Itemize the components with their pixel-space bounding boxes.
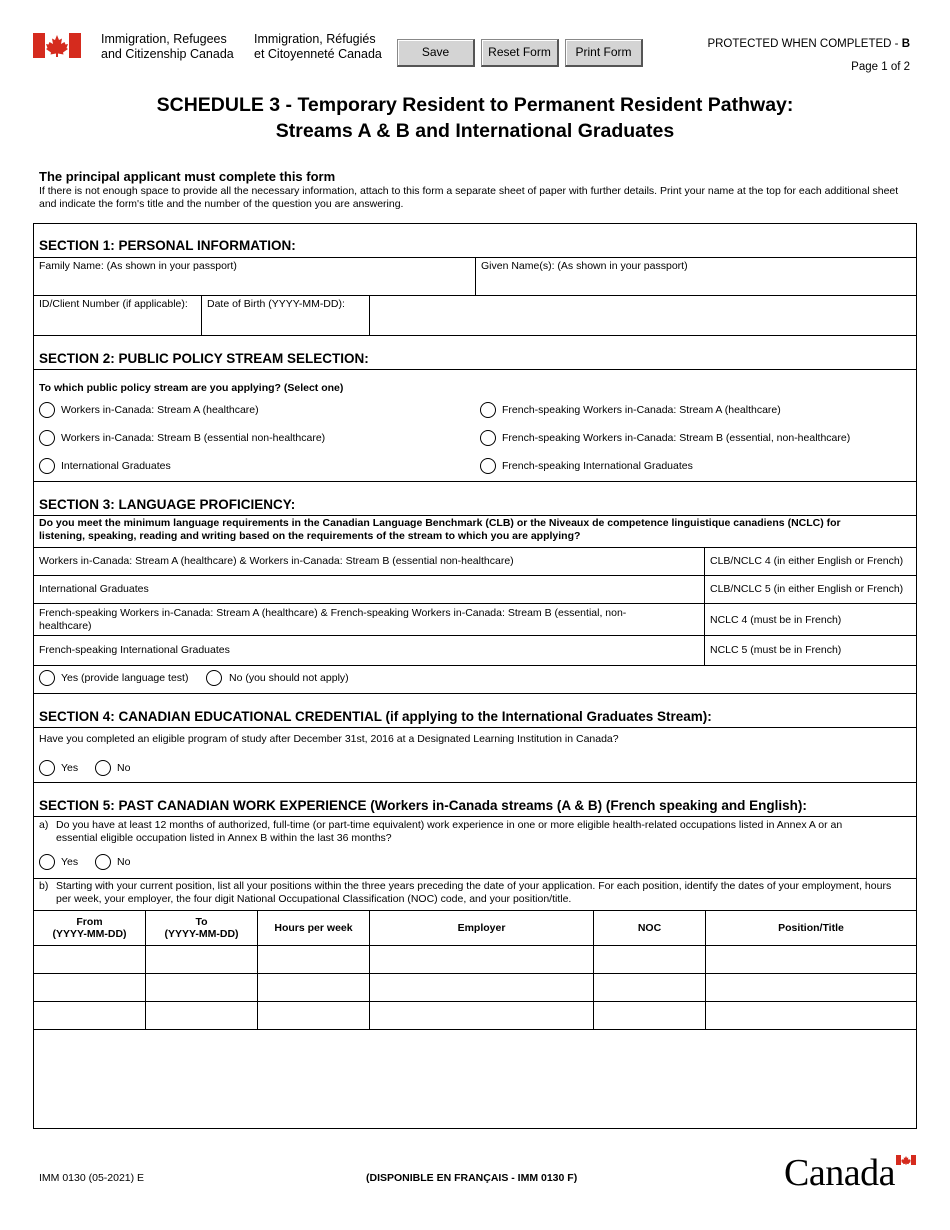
wordmark-flag-icon (896, 1155, 916, 1165)
divider (705, 910, 706, 1029)
department-en-line1: Immigration, Refugees (101, 32, 227, 46)
stream-option-label: Workers in-Canada: Stream B (essential non-healthcare) (61, 432, 326, 444)
family-name-label: Family Name: (As shown in your passport) (39, 260, 237, 272)
stream-option-label: French-speaking Workers in-Canada: Stream A (healthcare) (502, 404, 781, 416)
language-requirement: CLB/NCLC 5 (in either English or French) (710, 583, 904, 595)
language-requirement: NCLC 5 (must be in French) (710, 644, 842, 656)
divider (201, 295, 202, 335)
department-fr-line2: et Citoyenneté Canada (254, 47, 382, 61)
question-b-marker: b) (39, 880, 49, 892)
client-id-field[interactable] (34, 295, 201, 335)
language-stream: International Graduates (39, 583, 149, 595)
from-line1: From (76, 916, 103, 928)
divider (369, 910, 370, 1029)
department-fr-line1: Immigration, Réfugiés (254, 32, 376, 46)
divider (34, 910, 916, 911)
stream-radio-french-workers-a[interactable] (480, 402, 496, 418)
page-indicator: Page 1 of 2 (851, 61, 910, 73)
language-requirement: CLB/NCLC 4 (in either English or French) (710, 555, 904, 567)
education-no-label: No (117, 762, 131, 774)
divider (34, 575, 916, 576)
to-line1: To (195, 916, 208, 928)
divider (34, 635, 916, 636)
from-date-input[interactable] (34, 1002, 145, 1029)
question-a-marker: a) (39, 819, 49, 831)
divider (34, 693, 916, 694)
divider (34, 878, 916, 879)
stream-radio-workers-a[interactable] (39, 402, 55, 418)
dob-input[interactable] (370, 295, 916, 335)
given-names-label: Given Name(s): (As shown in your passport) (481, 260, 688, 272)
department-name-french (254, 32, 382, 62)
work-experience-no-label: No (117, 856, 131, 868)
employment-row-1 (34, 946, 916, 973)
divider (257, 910, 258, 1029)
department-en-line2: and Citizenship Canada (101, 47, 234, 61)
education-question: Have you completed an eligible program of study after December 31st, 2016 at a Designated Learning Institution in Canada? (39, 733, 619, 745)
work-experience-yes-label: Yes (61, 856, 79, 868)
divider (145, 910, 146, 1029)
section3-title: SECTION 3: LANGUAGE PROFICIENCY: (39, 497, 296, 512)
canada-wordmark (784, 1154, 917, 1192)
instructions-heading: The principal applicant must complete this form (39, 169, 336, 184)
divider (34, 515, 916, 516)
divider (593, 910, 594, 1029)
divider (34, 603, 916, 604)
reset-form-button[interactable]: Reset Form (481, 39, 559, 67)
divider (34, 547, 916, 548)
section5-title: SECTION 5: PAST CANADIAN WORK EXPERIENCE (Workers in-Canada streams (A & B) (French speaking and English): (39, 798, 807, 813)
family-name-field[interactable] (34, 257, 475, 295)
french-notice: (DISPONIBLE EN FRANÇAIS - IMM 0130 F) (366, 1172, 578, 1184)
to-line2: (YYYY-MM-DD) (164, 928, 239, 940)
dob-label: Date of Birth (YYYY-MM-DD): (207, 298, 345, 310)
column-header-position: Position/Title (778, 922, 844, 934)
instructions-text: If there is not enough space to provide all the necessary information, attach to this form a separate sheet of paper with further details. Print your name at the top for each additional sheet and indicate the form's title and the number of the question you are answering. (39, 185, 899, 210)
to-date-input[interactable] (146, 1002, 257, 1029)
form-title (0, 92, 950, 144)
stream-radio-french-workers-b[interactable] (480, 430, 496, 446)
stream-option-label: International Graduates (61, 460, 171, 472)
divider (704, 547, 705, 665)
hours-input[interactable] (258, 1002, 369, 1029)
language-yes-radio[interactable] (39, 670, 55, 686)
language-requirement: NCLC 4 (must be in French) (710, 614, 842, 626)
work-experience-question-b: Starting with your current position, list all your positions within the three years preceding the date of your application. For each position, identify the dates of your employment, hours per week, your employer, the four digit National Occupational Classification (NOC) code, and your position/title. (56, 880, 892, 905)
divider (34, 816, 916, 817)
stream-option-label: Workers in-Canada: Stream A (healthcare) (61, 404, 259, 416)
language-question: Do you meet the minimum language requirements in the Canadian Language Benchmark (CLB) or the Niveaux de competence linguistique canadiens (NCLC) for listening, speaking, reading and writing based on the requirements of the stream to which you are applying? (39, 517, 841, 542)
canada-flag-icon (33, 33, 81, 58)
language-no-radio[interactable] (206, 670, 222, 686)
divider (34, 665, 916, 666)
save-button[interactable]: Save (397, 39, 475, 67)
form-title-line1: SCHEDULE 3 - Temporary Resident to Permanent Resident Pathway: (156, 94, 794, 116)
stream-option-label: French-speaking Workers in-Canada: Stream B (essential, non-healthcare) (502, 432, 851, 444)
to-date-input[interactable] (146, 974, 257, 1001)
employer-input[interactable] (370, 946, 593, 973)
protected-notice (707, 38, 910, 50)
education-yes-radio[interactable] (39, 760, 55, 776)
language-stream: French-speaking Workers in-Canada: Stream A (healthcare) & French-speaking Workers in-Canada: Stream B (essential, non-healthcare) (39, 607, 627, 632)
section4-title: SECTION 4: CANADIAN EDUCATIONAL CREDENTIAL (if applying to the International Graduates Stream): (39, 709, 712, 724)
from-date-input[interactable] (34, 946, 145, 973)
education-no-radio[interactable] (95, 760, 111, 776)
column-header-employer: Employer (457, 922, 506, 934)
divider (34, 335, 916, 336)
column-header-to (146, 916, 257, 940)
column-header-from (34, 916, 145, 940)
protected-text: PROTECTED WHEN COMPLETED - (707, 38, 902, 50)
noc-input[interactable] (594, 1002, 705, 1029)
divider (34, 727, 916, 728)
protected-level: B (901, 38, 910, 50)
language-stream: Workers in-Canada: Stream A (healthcare) & Workers in-Canada: Stream B (essential non-healthcare) (39, 555, 514, 567)
position-input[interactable] (706, 946, 916, 973)
to-date-input[interactable] (146, 946, 257, 973)
column-header-noc: NOC (637, 922, 662, 934)
hours-input[interactable] (258, 974, 369, 1001)
print-form-button[interactable]: Print Form (565, 39, 643, 67)
section1-title: SECTION 1: PERSONAL INFORMATION: (39, 238, 296, 253)
employer-input[interactable] (370, 974, 593, 1001)
position-input[interactable] (706, 1002, 916, 1029)
language-yes-label: Yes (provide language test) (61, 672, 189, 684)
department-name-english (101, 32, 234, 62)
work-experience-no-radio[interactable] (95, 854, 111, 870)
position-input[interactable] (706, 974, 916, 1001)
column-header-hours: Hours per week (274, 922, 353, 934)
stream-option-label: French-speaking International Graduates (502, 460, 693, 472)
form-number: IMM 0130 (05-2021) E (39, 1172, 145, 1184)
noc-input[interactable] (594, 946, 705, 973)
language-no-label: No (you should not apply) (229, 672, 349, 684)
stream-radio-international-graduates[interactable] (39, 458, 55, 474)
work-experience-yes-radio[interactable] (39, 854, 55, 870)
noc-input[interactable] (594, 974, 705, 1001)
employment-row-2 (34, 974, 916, 1001)
form-title-line2: Streams A & B and International Graduates (275, 120, 675, 142)
divider (34, 782, 916, 783)
employment-row-3 (34, 1002, 916, 1029)
section2-title: SECTION 2: PUBLIC POLICY STREAM SELECTION: (39, 351, 369, 366)
from-line2: (YYYY-MM-DD) (52, 928, 127, 940)
education-yes-label: Yes (61, 762, 79, 774)
language-stream: French-speaking International Graduates (39, 644, 230, 656)
client-id-label: ID/Client Number (if applicable): (39, 298, 188, 310)
divider (34, 369, 916, 370)
stream-radio-french-international-graduates[interactable] (480, 458, 496, 474)
hours-input[interactable] (258, 946, 369, 973)
form-body (33, 223, 917, 1129)
work-experience-question-a: Do you have at least 12 months of authorized, full-time (or part-time equivalent) work experience in one or more eligible health-related occupations listed in Annex A or an essential eligible occupation listed in Annex B within the last 36 months? (56, 819, 843, 844)
additional-notes-area[interactable] (34, 1030, 916, 1127)
stream-question: To which public policy stream are you applying? (Select one) (39, 382, 344, 394)
given-names-field[interactable] (475, 257, 916, 295)
from-date-input[interactable] (34, 974, 145, 1001)
employer-input[interactable] (370, 1002, 593, 1029)
stream-radio-workers-b[interactable] (39, 430, 55, 446)
canada-wordmark-text: Canada (784, 1152, 895, 1194)
divider (34, 481, 916, 482)
